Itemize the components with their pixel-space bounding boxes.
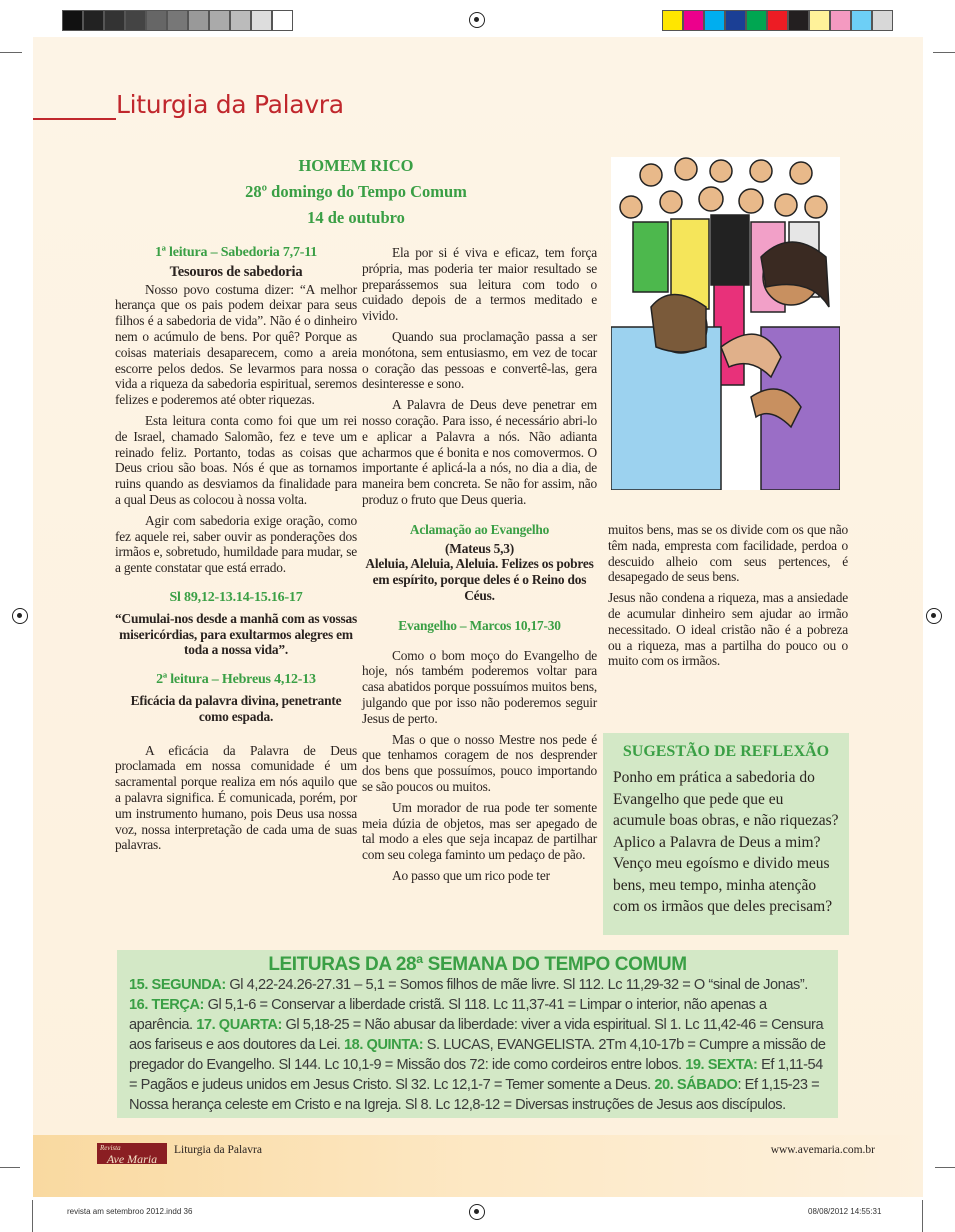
gray-swatch — [125, 10, 146, 31]
gray-swatch — [272, 10, 293, 31]
paragraph: A Palavra de Deus deve penetrar em nosso coração. Para isso, é necessário abri-lo e aplicar a Palavra a nós. Não adianta acharmos que é bonita e nos comovermos. O importante é aplicá-la a nós, no dia a dia, de maneira bem concreta. Se não for assim, não produz o fruto que Deus queria. — [362, 397, 597, 507]
day-readings: Ef 1,11-54 = Pagãos e judeus unidos em Jesus Cristo. Sl 32. Lc 12,1-7 = Temer somente a Deus. — [129, 1057, 823, 1093]
color-swatch — [767, 10, 788, 31]
paragraph: muitos bens, mas se os divide com os que não têm nada, empresta com facilidade, perdoa o descuido alheio com seus pertences, é desapegado de seus bens. — [608, 522, 848, 585]
gospel-label: Evangelho – Marcos 10,17-30 — [398, 617, 561, 633]
acclamation-label: Aclamação ao Evangelho — [409, 521, 550, 537]
heading-date: 14 de outubro — [307, 208, 405, 227]
slug-datetime: 08/08/2012 14:55:31 — [808, 1207, 882, 1216]
paragraph: Jesus não condena a riqueza, mas a ansiedade de acumular dinheiro sem ajudar ao irmão necessitado. O ideal cristão não é a pobreza ou a riqueza, mas a partilha do pouco ou o muito com os irmãos. — [608, 590, 848, 669]
paragraph: Quando sua proclamação passa a ser monótona, sem entusiasmo, em vez de tocar o coração das pessoas e convertê-las, gera desinteresse e sono. — [362, 328, 597, 392]
day-label: 19. SEXTA: — [685, 1057, 758, 1073]
color-swatch — [662, 10, 683, 31]
gray-swatch — [62, 10, 83, 31]
reading2-title: Eficácia da palavra divina, penetrante como espada. — [130, 692, 342, 724]
reading1-title: Tesouros de sabedoria — [169, 263, 303, 280]
section-title: Liturgia da Palavra — [116, 90, 344, 119]
weekly-readings-title: LEITURAS DA 28ª SEMANA DO TEMPO COMUM — [268, 954, 687, 975]
gray-swatch — [167, 10, 188, 31]
footer-url: www.avemaria.com.br — [770, 1144, 875, 1156]
registration-mark-icon — [12, 608, 28, 624]
color-swatch — [704, 10, 725, 31]
psalm-label: Sl 89,12-13.14-15.16-17 — [169, 589, 303, 605]
page-heading — [115, 153, 597, 231]
color-swatch — [788, 10, 809, 31]
gray-swatch — [104, 10, 125, 31]
day-label: 16. TERÇA: — [129, 997, 204, 1013]
gray-swatch — [251, 10, 272, 31]
crop-mark — [32, 1200, 33, 1232]
day-label: 15. SEGUNDA: — [129, 977, 226, 993]
weekly-readings-box — [117, 950, 838, 1118]
paragraph: Mas o que o nosso Mestre nos pede é que tenhamos coragem de nos desprender dos bens que possuímos, pouco importando se são poucos ou muitos. — [362, 731, 597, 794]
day-readings: Gl 5,18-25 = Não abusar da liberdade: viver a vida espiritual. Sl 1. Lc 11,42-46 = Censura aos fariseus e aos doutores da Lei. — [129, 1017, 824, 1053]
title-rule — [33, 118, 116, 120]
reading1-label: 1ª leitura – Sabedoria 7,7-11 — [154, 245, 318, 260]
crop-mark — [0, 52, 22, 53]
heading-title: HOMEM RICO — [298, 156, 414, 175]
day-readings: : Ef 1,15-23 = Nossa herança celeste em Cristo e na Igreja. Sl 8. Lc 12,8-12 = Diversas instruções de Jesus aos discípulos. — [129, 1077, 820, 1113]
color-swatch — [851, 10, 872, 31]
weekly-readings-list — [129, 975, 826, 1115]
slug-file: revista am setembroo 2012.indd 36 — [67, 1207, 193, 1216]
gray-swatch — [146, 10, 167, 31]
registration-mark-icon — [469, 12, 485, 28]
reflection-text: Ponho em prática a sabedoria do Evangelho que pede que eu acumule boas obras, e não riquezas? Aplico a Palavra de Deus a mim? Venço meu egoísmo e divido meus bens, meu tempo, minha atenção com os irmãos que deles precisam? — [613, 769, 839, 915]
reading2-label: 2ª leitura – Hebreus 4,12-13 — [156, 672, 316, 688]
logo-big-text: Ave Maria — [106, 1152, 158, 1166]
registration-mark-icon — [926, 608, 942, 624]
color-swatch — [830, 10, 851, 31]
day-readings: S. LUCAS, EVANGELISTA. 2Tm 4,10-17b = Cumpre a missão de pregador do Evangelho. Sl 144. Lc 10,1-9 = Missão dos 72: ide como cordeiros entre lobos. — [129, 1037, 826, 1073]
gray-swatch — [230, 10, 251, 31]
crop-mark — [935, 1167, 955, 1168]
day-label: 20. SÁBADO — [654, 1077, 738, 1093]
day-readings: Gl 5,1-6 = Conservar a liberdade cristã. Sl 118. Lc 11,37-41 = Limpar o interior, não apenas a aparência. — [129, 997, 767, 1033]
paragraph: Esta leitura conta como foi que um rei de Israel, chamado Salomão, fez e teve um reinado feliz. Portanto, todas as coisas que Deus criou são boas. Nós é que as tornamos ruins quando as desviamos da finalidade para a qual Deus as colocou à nossa volta. — [115, 412, 357, 507]
paragraph: Ela por si é viva e eficaz, tem força própria, mas poderia ter maior resultado se preparássemos sua leitura com todo o cuidado depois de a termos meditado e vivido. — [362, 245, 597, 324]
logo-small-text: Revista — [100, 1144, 121, 1152]
registration-mark-icon — [469, 1204, 485, 1220]
paragraph: A eficácia da Palavra de Deus proclamada em nossa comunidade é um sacramental porque realiza em nós aquilo que a palavra significa. É comunicada, porém, por um instrumento humano, pois Deus usa nossa voz, nossa interpretação de cada uma de suas palavras. — [115, 742, 357, 853]
reflection-box — [603, 733, 849, 935]
acclamation-text: Aleluia, Aleluia, Aleluia. Felizes os pobres em espírito, porque deles é o Reino dos Céus. — [365, 556, 594, 603]
paragraph: Agir com sabedoria exige oração, como fez aquele rei, saber ouvir as ponderações dos irmãos e, sobretudo, humildade para mudar, se a gente constatar que está errado. — [115, 512, 357, 576]
crop-mark — [933, 52, 955, 53]
color-swatch — [872, 10, 893, 31]
column-1 — [115, 245, 357, 858]
paragraph: Ao passo que um rico pode ter — [392, 867, 550, 883]
color-swatch — [683, 10, 704, 31]
heading-sunday: 28º domingo do Tempo Comum — [245, 182, 467, 201]
crop-mark — [922, 1200, 923, 1232]
paragraph: Como o bom moço do Evangelho de hoje, nós também poderemos voltar para casa abatidos porque possuímos muitos bens, julgando que por isso não poderemos seguir Jesus de perto. — [362, 647, 597, 726]
jesus-and-rich-man-illustration — [611, 157, 840, 490]
column-3 — [608, 522, 848, 674]
day-readings: Gl 4,22-24.26-27.31 – 5,1 = Somos filhos de mãe livre. Sl 112. Lc 11,29-32 = O “sinal de Jonas”. — [225, 977, 808, 993]
psalm-text: “Cumulai-nos desde a manhã com as vossas misericórdias, para exultarmos alegres em toda a nossa vida”. — [115, 610, 357, 658]
footer-section: Liturgia da Palavra — [174, 1144, 262, 1156]
gray-swatch — [209, 10, 230, 31]
color-swatch — [809, 10, 830, 31]
gray-swatch — [83, 10, 104, 31]
gray-swatch — [188, 10, 209, 31]
crop-mark — [0, 1167, 20, 1168]
color-swatch — [746, 10, 767, 31]
color-swatch — [725, 10, 746, 31]
acclamation-ref: (Mateus 5,3) — [445, 540, 514, 556]
reflection-title: SUGESTÃO DE REFLEXÃO — [622, 743, 830, 760]
day-label: 18. QUINTA: — [344, 1037, 424, 1053]
column-2 — [362, 245, 597, 889]
paragraph: Nosso povo costuma dizer: “A melhor herança que os pais podem deixar para seus filhos é a sabedoria de vida”. Não é o dinheiro nem o acúmulo de bens. Por quê? Porque as coisas materiais desaparecem, como a areia escorre pelos dedos. Se levarmos para nossa vida a riqueza da sabedoria espiritual, seremos felizes e poderemos até obter riquezas. — [115, 281, 357, 408]
day-label: 17. QUARTA: — [196, 1017, 282, 1033]
ave-maria-logo — [97, 1143, 167, 1164]
paragraph: Um morador de rua pode ter somente meia dúzia de objetos, mas ser apegado de tal modo a eles que seja incapaz de partilhar com seu colega faminto um pedaço de pão. — [362, 799, 597, 863]
